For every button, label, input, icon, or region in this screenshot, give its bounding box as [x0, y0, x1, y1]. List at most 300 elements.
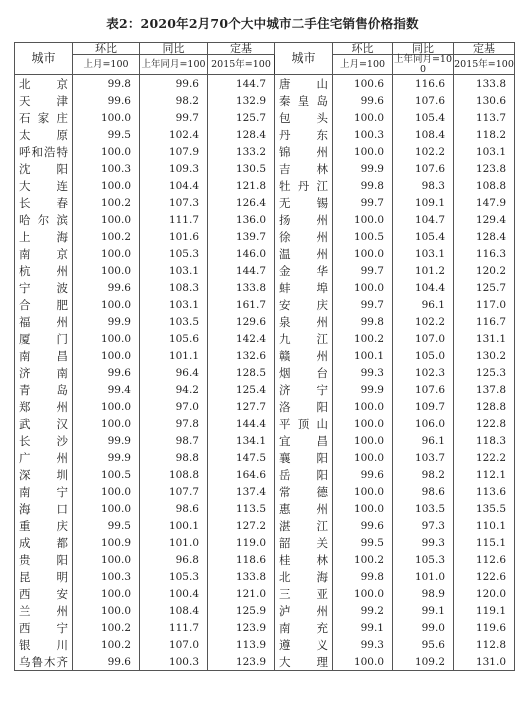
yoy-index-right: 101.2: [393, 262, 454, 279]
base-index-right: 147.9: [454, 194, 515, 211]
city-name-left: 长沙: [15, 432, 73, 449]
city-name-right: 九江: [275, 330, 333, 347]
base-index-left: 127.2: [208, 517, 275, 534]
base-index-right: 122.2: [454, 449, 515, 466]
base-index-right: 129.4: [454, 211, 515, 228]
base-index-left: 128.5: [208, 364, 275, 381]
yoy-index-left: 105.6: [140, 330, 208, 347]
mom-index-right: 100.0: [333, 432, 393, 449]
base-index-right: 123.8: [454, 160, 515, 177]
yoy-index-right: 97.3: [393, 517, 454, 534]
base-index-right: 113.7: [454, 109, 515, 126]
table-row: [15, 483, 515, 500]
yoy-index-right: 107.0: [393, 330, 454, 347]
mom-index-right: 99.2: [333, 602, 393, 619]
mom-index-left: 100.0: [73, 398, 140, 415]
yoy-index-left: 111.7: [140, 211, 208, 228]
base-index-right: 128.4: [454, 228, 515, 245]
table-row: [15, 330, 515, 347]
yoy-index-right: 101.0: [393, 568, 454, 585]
base-index-left: 133.8: [208, 568, 275, 585]
city-name-right: 扬州: [275, 211, 333, 228]
base-index-right: 119.1: [454, 602, 515, 619]
yoy-index-right: 107.6: [393, 160, 454, 177]
yoy-index-right: 107.6: [393, 92, 454, 109]
table-row: [15, 296, 515, 313]
city-name-left: 大连: [15, 177, 73, 194]
city-name-right: 烟台: [275, 364, 333, 381]
city-name-left: 南京: [15, 245, 73, 262]
column-header-yoy-left: 同比: [140, 43, 208, 55]
mom-index-right: 99.9: [333, 160, 393, 177]
city-name-right: 济宁: [275, 381, 333, 398]
base-index-right: 119.6: [454, 619, 515, 636]
column-header-city-left: 城市: [15, 43, 73, 75]
column-subheader-mom-left: 上月=100: [73, 55, 140, 75]
yoy-index-left: 104.4: [140, 177, 208, 194]
yoy-index-right: 103.1: [393, 245, 454, 262]
mom-index-left: 99.5: [73, 517, 140, 534]
city-name-left: 贵阳: [15, 551, 73, 568]
city-name-left: 石家庄: [15, 109, 73, 126]
city-name-right: 平顶山: [275, 415, 333, 432]
city-name-right: 遵义: [275, 636, 333, 653]
base-index-right: 103.1: [454, 143, 515, 160]
column-subheader-base-left: 2015年=100: [208, 55, 275, 75]
yoy-index-right: 105.3: [393, 551, 454, 568]
table-row: [15, 347, 515, 364]
city-name-right: 牡丹江: [275, 177, 333, 194]
city-name-left: 呼和浩特: [15, 143, 73, 160]
table-row: [15, 398, 515, 415]
city-name-right: 唐山: [275, 75, 333, 93]
city-name-right: 南充: [275, 619, 333, 636]
mom-index-left: 100.0: [73, 500, 140, 517]
base-index-left: 132.9: [208, 92, 275, 109]
yoy-index-left: 99.6: [140, 75, 208, 93]
mom-index-left: 99.8: [73, 75, 140, 93]
base-index-right: 117.0: [454, 296, 515, 313]
mom-index-right: 99.1: [333, 619, 393, 636]
yoy-index-left: 94.2: [140, 381, 208, 398]
city-name-left: 福州: [15, 313, 73, 330]
base-index-left: 113.5: [208, 500, 275, 517]
yoy-index-left: 107.9: [140, 143, 208, 160]
base-index-left: 113.9: [208, 636, 275, 653]
base-index-right: 118.2: [454, 126, 515, 143]
yoy-index-right: 104.4: [393, 279, 454, 296]
base-index-right: 120.0: [454, 585, 515, 602]
base-index-left: 121.8: [208, 177, 275, 194]
city-name-left: 南宁: [15, 483, 73, 500]
base-index-left: 164.6: [208, 466, 275, 483]
column-header-city-right: 城市: [275, 43, 333, 75]
base-index-right: 112.1: [454, 466, 515, 483]
city-name-left: 兰州: [15, 602, 73, 619]
price-index-table: [14, 42, 515, 671]
base-index-right: 115.1: [454, 534, 515, 551]
mom-index-left: 100.9: [73, 534, 140, 551]
yoy-index-left: 101.1: [140, 347, 208, 364]
mom-index-left: 100.0: [73, 602, 140, 619]
yoy-index-right: 109.7: [393, 398, 454, 415]
city-name-right: 泸州: [275, 602, 333, 619]
yoy-index-left: 96.8: [140, 551, 208, 568]
base-index-left: 121.0: [208, 585, 275, 602]
yoy-index-left: 101.6: [140, 228, 208, 245]
yoy-index-right: 98.6: [393, 483, 454, 500]
mom-index-left: 99.5: [73, 126, 140, 143]
table-row: [15, 381, 515, 398]
mom-index-left: 100.2: [73, 636, 140, 653]
mom-index-right: 99.6: [333, 466, 393, 483]
yoy-index-right: 105.4: [393, 228, 454, 245]
yoy-index-right: 104.7: [393, 211, 454, 228]
yoy-index-left: 98.6: [140, 500, 208, 517]
table-row: [15, 653, 515, 671]
mom-index-left: 100.0: [73, 347, 140, 364]
mom-index-left: 99.9: [73, 313, 140, 330]
table-row: [15, 228, 515, 245]
column-subheader-yoy-left: 上年同月=100: [140, 55, 208, 75]
base-index-left: 125.4: [208, 381, 275, 398]
base-index-left: 136.0: [208, 211, 275, 228]
city-name-right: 赣州: [275, 347, 333, 364]
city-name-left: 厦门: [15, 330, 73, 347]
yoy-index-left: 108.8: [140, 466, 208, 483]
yoy-index-left: 98.8: [140, 449, 208, 466]
mom-index-right: 100.0: [333, 143, 393, 160]
base-index-left: 144.7: [208, 262, 275, 279]
yoy-index-left: 101.0: [140, 534, 208, 551]
table-row: [15, 568, 515, 585]
yoy-index-left: 98.2: [140, 92, 208, 109]
yoy-index-right: 95.6: [393, 636, 454, 653]
base-index-left: 119.0: [208, 534, 275, 551]
table-title: 表2：2020年2月70个大中城市二手住宅销售价格指数: [106, 16, 419, 31]
base-index-right: 112.8: [454, 636, 515, 653]
yoy-index-left: 98.7: [140, 432, 208, 449]
table-row: [15, 211, 515, 228]
column-header-mom-left: 环比: [73, 43, 140, 55]
yoy-index-left: 107.0: [140, 636, 208, 653]
base-index-right: 116.3: [454, 245, 515, 262]
mom-index-right: 99.9: [333, 381, 393, 398]
city-name-right: 襄阳: [275, 449, 333, 466]
yoy-index-left: 109.3: [140, 160, 208, 177]
mom-index-left: 100.0: [73, 551, 140, 568]
table-row: [15, 75, 515, 93]
yoy-index-right: 108.4: [393, 126, 454, 143]
base-index-right: 108.8: [454, 177, 515, 194]
mom-index-right: 100.5: [333, 228, 393, 245]
table-header: [15, 43, 515, 75]
mom-index-left: 100.0: [73, 415, 140, 432]
city-name-left: 杭州: [15, 262, 73, 279]
base-index-left: 142.4: [208, 330, 275, 347]
base-index-right: 113.6: [454, 483, 515, 500]
city-name-right: 常德: [275, 483, 333, 500]
mom-index-right: 99.3: [333, 364, 393, 381]
table-row: [15, 449, 515, 466]
base-index-right: 137.8: [454, 381, 515, 398]
yoy-index-left: 100.4: [140, 585, 208, 602]
city-name-right: 惠州: [275, 500, 333, 517]
city-name-right: 岳阳: [275, 466, 333, 483]
yoy-index-right: 98.3: [393, 177, 454, 194]
yoy-index-left: 107.3: [140, 194, 208, 211]
base-index-right: 118.3: [454, 432, 515, 449]
base-index-right: 110.1: [454, 517, 515, 534]
table-row: [15, 551, 515, 568]
yoy-index-right: 98.2: [393, 466, 454, 483]
city-name-right: 金华: [275, 262, 333, 279]
yoy-index-right: 102.2: [393, 313, 454, 330]
city-name-right: 洛阳: [275, 398, 333, 415]
mom-index-left: 99.6: [73, 92, 140, 109]
table-row: [15, 160, 515, 177]
city-name-left: 长春: [15, 194, 73, 211]
yoy-index-left: 97.8: [140, 415, 208, 432]
yoy-index-right: 96.1: [393, 432, 454, 449]
table-row: [15, 245, 515, 262]
mom-index-left: 100.0: [73, 109, 140, 126]
yoy-index-left: 103.1: [140, 262, 208, 279]
mom-index-right: 100.0: [333, 483, 393, 500]
yoy-index-left: 99.7: [140, 109, 208, 126]
yoy-index-left: 97.0: [140, 398, 208, 415]
yoy-index-left: 103.1: [140, 296, 208, 313]
yoy-index-right: 98.9: [393, 585, 454, 602]
table-row: [15, 466, 515, 483]
yoy-index-left: 100.3: [140, 653, 208, 671]
city-name-left: 天津: [15, 92, 73, 109]
city-name-right: 大理: [275, 653, 333, 671]
base-index-left: 132.6: [208, 347, 275, 364]
mom-index-right: 99.8: [333, 177, 393, 194]
base-index-left: 137.4: [208, 483, 275, 500]
city-name-right: 宜昌: [275, 432, 333, 449]
column-header-mom-right: 环比: [333, 43, 393, 55]
yoy-index-right: 105.4: [393, 109, 454, 126]
city-name-right: 北海: [275, 568, 333, 585]
base-index-left: 133.2: [208, 143, 275, 160]
mom-index-right: 100.1: [333, 347, 393, 364]
mom-index-right: 100.0: [333, 585, 393, 602]
yoy-index-left: 108.3: [140, 279, 208, 296]
table-row: [15, 602, 515, 619]
yoy-index-right: 107.6: [393, 381, 454, 398]
mom-index-left: 100.2: [73, 619, 140, 636]
table-row: [15, 636, 515, 653]
yoy-index-right: 99.1: [393, 602, 454, 619]
city-name-left: 合肥: [15, 296, 73, 313]
table-row: [15, 92, 515, 109]
city-name-right: 韶关: [275, 534, 333, 551]
base-index-right: 128.8: [454, 398, 515, 415]
mom-index-right: 99.3: [333, 636, 393, 653]
base-index-left: 144.4: [208, 415, 275, 432]
mom-index-right: 100.2: [333, 551, 393, 568]
table-row: [15, 279, 515, 296]
base-index-left: 139.7: [208, 228, 275, 245]
yoy-index-right: 102.2: [393, 143, 454, 160]
yoy-index-left: 102.4: [140, 126, 208, 143]
yoy-index-left: 100.1: [140, 517, 208, 534]
city-name-right: 安庆: [275, 296, 333, 313]
city-name-right: 三亚: [275, 585, 333, 602]
city-name-left: 北京: [15, 75, 73, 93]
city-name-right: 无锡: [275, 194, 333, 211]
mom-index-left: 100.0: [73, 177, 140, 194]
mom-index-right: 100.0: [333, 449, 393, 466]
mom-index-left: 100.0: [73, 211, 140, 228]
table-row: [15, 500, 515, 517]
mom-index-left: 100.0: [73, 296, 140, 313]
city-name-left: 济南: [15, 364, 73, 381]
table-row: [15, 415, 515, 432]
city-name-left: 武汉: [15, 415, 73, 432]
mom-index-right: 99.6: [333, 517, 393, 534]
base-index-right: 125.7: [454, 279, 515, 296]
base-index-left: 126.4: [208, 194, 275, 211]
mom-index-left: 100.2: [73, 228, 140, 245]
column-subheader-yoy-right: 上年同月=100: [393, 54, 453, 75]
mom-index-left: 100.0: [73, 330, 140, 347]
table-row: [15, 619, 515, 636]
table-body: [15, 75, 515, 671]
mom-index-right: 99.5: [333, 534, 393, 551]
city-name-left: 海口: [15, 500, 73, 517]
base-index-left: 128.4: [208, 126, 275, 143]
yoy-index-left: 111.7: [140, 619, 208, 636]
city-name-left: 太原: [15, 126, 73, 143]
table-row: [15, 126, 515, 143]
city-name-right: 锦州: [275, 143, 333, 160]
base-index-left: 123.9: [208, 653, 275, 671]
mom-index-right: 99.7: [333, 296, 393, 313]
table-row: [15, 177, 515, 194]
table-row: [15, 143, 515, 160]
mom-index-right: 100.0: [333, 279, 393, 296]
base-index-right: 122.8: [454, 415, 515, 432]
city-name-right: 丹东: [275, 126, 333, 143]
table-row: [15, 432, 515, 449]
city-name-left: 沈阳: [15, 160, 73, 177]
table-row: [15, 313, 515, 330]
mom-index-left: 99.6: [73, 364, 140, 381]
city-name-left: 上海: [15, 228, 73, 245]
mom-index-right: 100.0: [333, 398, 393, 415]
yoy-index-right: 102.3: [393, 364, 454, 381]
city-name-right: 湛江: [275, 517, 333, 534]
base-index-left: 161.7: [208, 296, 275, 313]
mom-index-right: 100.3: [333, 126, 393, 143]
yoy-index-right: 109.2: [393, 653, 454, 671]
city-name-left: 银川: [15, 636, 73, 653]
base-index-right: 122.6: [454, 568, 515, 585]
column-subheader-mom-right: 上月=100: [333, 55, 393, 75]
mom-index-right: 100.6: [333, 75, 393, 93]
table-row: [15, 534, 515, 551]
mom-index-right: 99.8: [333, 568, 393, 585]
yoy-index-left: 107.7: [140, 483, 208, 500]
mom-index-right: 100.0: [333, 109, 393, 126]
mom-index-left: 99.6: [73, 279, 140, 296]
column-header-base-right: 定基: [454, 43, 515, 55]
base-index-left: 127.7: [208, 398, 275, 415]
mom-index-left: 100.0: [73, 483, 140, 500]
yoy-index-right: 116.6: [393, 75, 454, 93]
base-index-right: 130.2: [454, 347, 515, 364]
city-name-left: 乌鲁木齐: [15, 653, 73, 671]
city-name-left: 哈尔滨: [15, 211, 73, 228]
city-name-left: 南昌: [15, 347, 73, 364]
base-index-left: 125.9: [208, 602, 275, 619]
city-name-left: 昆明: [15, 568, 73, 585]
table-row: [15, 364, 515, 381]
city-name-left: 青岛: [15, 381, 73, 398]
yoy-index-left: 105.3: [140, 568, 208, 585]
mom-index-left: 100.0: [73, 585, 140, 602]
base-index-right: 130.6: [454, 92, 515, 109]
mom-index-left: 100.3: [73, 568, 140, 585]
mom-index-right: 99.6: [333, 92, 393, 109]
yoy-index-right: 109.1: [393, 194, 454, 211]
city-name-right: 秦皇岛: [275, 92, 333, 109]
table-row: [15, 585, 515, 602]
mom-index-right: 100.0: [333, 500, 393, 517]
mom-index-right: 100.0: [333, 245, 393, 262]
mom-index-right: 100.2: [333, 330, 393, 347]
city-name-right: 泉州: [275, 313, 333, 330]
base-index-left: 118.6: [208, 551, 275, 568]
mom-index-left: 100.3: [73, 160, 140, 177]
yoy-index-right: 103.7: [393, 449, 454, 466]
table-row: [15, 194, 515, 211]
city-name-left: 成都: [15, 534, 73, 551]
mom-index-left: 100.0: [73, 245, 140, 262]
city-name-left: 西安: [15, 585, 73, 602]
city-name-left: 重庆: [15, 517, 73, 534]
mom-index-right: 99.7: [333, 262, 393, 279]
mom-index-right: 99.8: [333, 313, 393, 330]
table-row: [15, 262, 515, 279]
mom-index-left: 100.0: [73, 262, 140, 279]
base-index-right: 131.0: [454, 653, 515, 671]
column-subheader-base-right: 2015年=100: [454, 55, 515, 75]
yoy-index-right: 106.0: [393, 415, 454, 432]
city-name-left: 宁波: [15, 279, 73, 296]
city-name-right: 徐州: [275, 228, 333, 245]
mom-index-left: 100.0: [73, 143, 140, 160]
city-name-right: 吉林: [275, 160, 333, 177]
base-index-right: 120.2: [454, 262, 515, 279]
mom-index-left: 100.2: [73, 194, 140, 211]
city-name-right: 桂林: [275, 551, 333, 568]
base-index-left: 129.6: [208, 313, 275, 330]
city-name-left: 西宁: [15, 619, 73, 636]
base-index-right: 112.6: [454, 551, 515, 568]
mom-index-left: 99.6: [73, 653, 140, 671]
base-index-left: 146.0: [208, 245, 275, 262]
base-index-left: 133.8: [208, 279, 275, 296]
mom-index-left: 100.5: [73, 466, 140, 483]
city-name-left: 广州: [15, 449, 73, 466]
base-index-left: 134.1: [208, 432, 275, 449]
yoy-index-right: 99.0: [393, 619, 454, 636]
yoy-index-right: 105.0: [393, 347, 454, 364]
